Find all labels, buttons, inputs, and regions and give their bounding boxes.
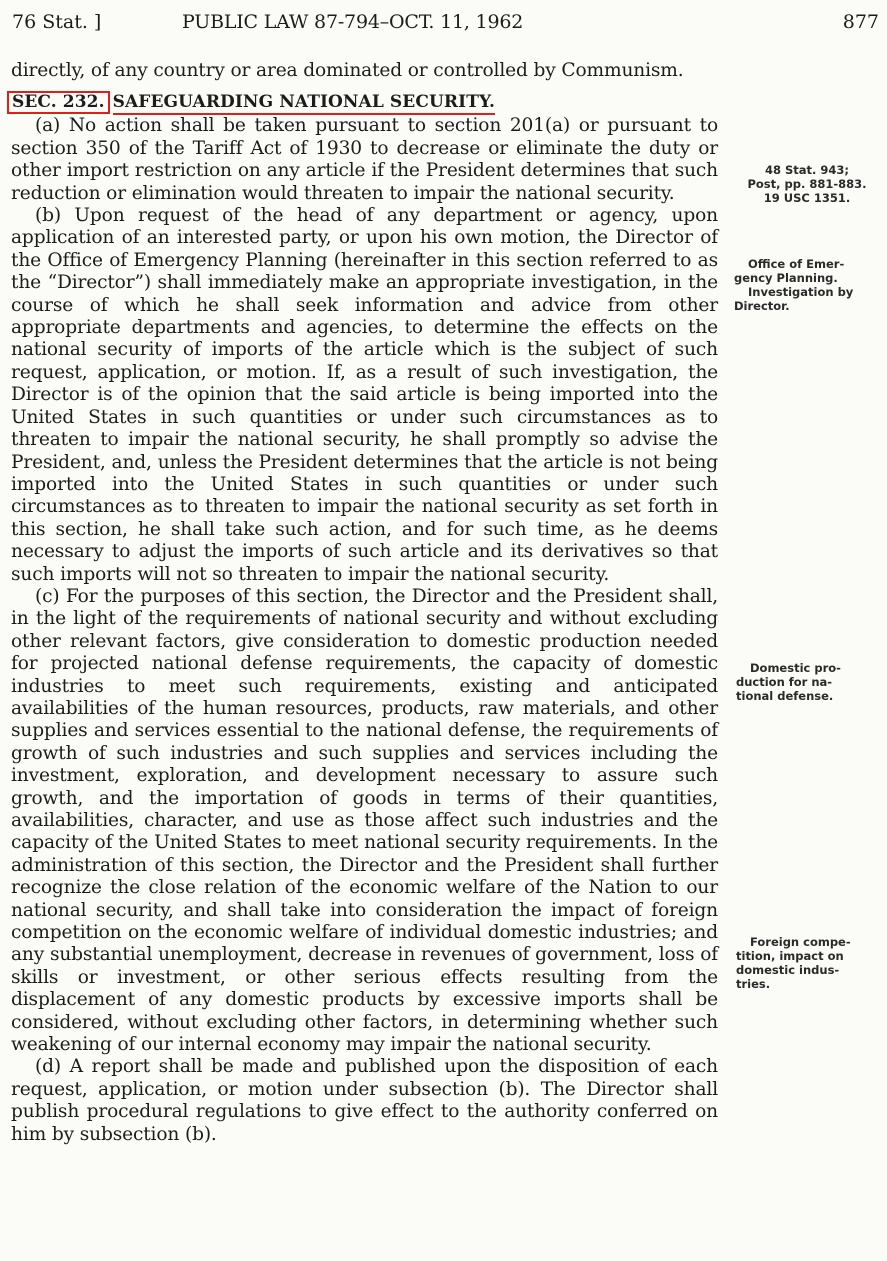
page-number: 877: [842, 11, 879, 33]
paragraph-c: (c) For the purposes of this section, the Director and the President shall, in the light of the requirements of national security and without excluding other relevant factors, give consideration to domestic production needed for projected national defense requirements, the capacity of domestic industries to meet such requirements, existing and anticipated availabilities of the human resources, products, raw materials, and other supplies and services essential to the national defense, the requirements of growth of such industries and such supplies and services including the investment, exploration, and development necessary to assure such growth, and the importation of goods in terms of their quantities, availabilities, character, and use as those affect such industries and the capacity of the United States to meet national security requirements. In the administration of this section, the Director and the President shall further recognize the close relation of the economic welfare of the Nation to our national security, and shall take into consideration the impact of foreign competition on the economic welfare of individual domestic industries; and any substantial unemployment, decrease in revenues of government, loss of skills or investment, or other serious effects resulting from the displacement of any domestic products by excessive imports shall be considered, without excluding other factors, in determining whether such weakening of our internal economy may impair the national security.: [11, 585, 718, 1056]
section-heading: [11, 90, 718, 115]
body-text: [11, 60, 718, 1146]
page-header: [12, 9, 879, 35]
paragraph-a: (a) No action shall be taken pursuant to section 201(a) or pursuant to section 350 of the Tariff Act of 1930 to decrease or eliminate the duty or other import restriction on any article if the President determines that such reduction or elimination would threaten to impair the national security.: [11, 115, 718, 204]
running-title: PUBLIC LAW 87-794–OCT. 11, 1962: [182, 11, 524, 33]
statute-reference: 76 Stat. ]: [12, 11, 102, 33]
margin-note-domestic: Domestic pro- duction for na- tional defense.: [736, 661, 841, 703]
margin-note-foreign: Foreign compe- tition, impact on domestic indus- tries.: [736, 935, 851, 991]
paragraph-b: (b) Upon request of the head of any department or agency, upon application of an interested party, or upon his own motion, the Director of the Office of Emergency Planning (hereinafter in this section referred to as the “Director”) shall immediately make an appropriate investigation, in the course of which he shall seek information and advice from other appropriate departments and agencies, to determine the effects on the national security of imports of the article which is the subject of such request, application, or motion. If, as a result of such investigation, the Director is of the opinion that the said article is being imported into the United States in such quantities or under such circumstances as to threaten to impair the national security, he shall promptly so advise the President, and, unless the President determines that the article is not being imported into the United States in such quantities or under such circumstances as to threaten to impair the national security as set forth in this section, he shall take such action, and for such time, as he deems necessary to adjust the imports of such article and its derivatives so that such imports will not so threaten to impair the national security.: [11, 205, 718, 585]
intro-paragraph: directly, of any country or area dominated or controlled by Communism.: [11, 60, 684, 81]
section-title: SAFEGUARDING NATIONAL SECURITY.: [113, 92, 495, 115]
section-number: SEC. 232.: [7, 91, 110, 114]
margin-note-citation: 48 Stat. 943; Post, pp. 881-883. 19 USC 1351.: [747, 163, 867, 205]
paragraph-d: (d) A report shall be made and published upon the disposition of each request, application, or motion under subsection (b). The Director shall publish procedural regulations to give effect to the authority conferred on him by subsection (b).: [11, 1056, 718, 1145]
margin-note-office: Office of Emer- gency Planning. Investigation by Director.: [734, 257, 854, 313]
